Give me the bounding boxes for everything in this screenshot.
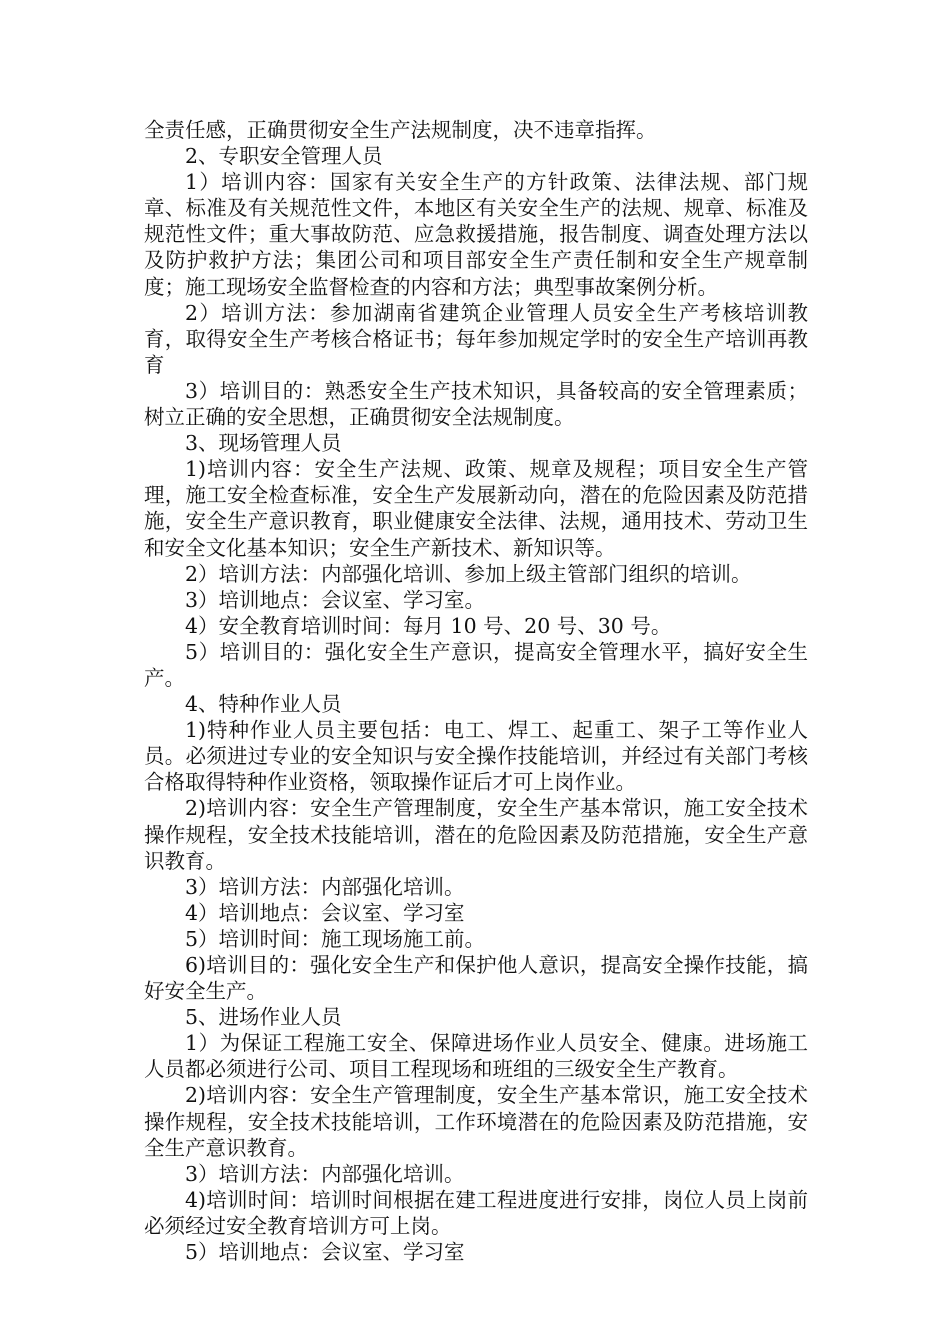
section-heading: 5、进场作业人员	[185, 1005, 342, 1030]
paragraph: 4）培训地点：会议室、学习室	[185, 900, 465, 925]
paragraph: 全责任感，正确贯彻安全生产法规制度，决不违章指挥。	[144, 118, 657, 142]
paragraph: 4)培训时间：培训时间根据在建工程进度进行安排，岗位人员上岗前必须经过安全教育培训方可上岗。	[144, 1187, 808, 1238]
paragraph: 3）培训方法：内部强化培训。	[185, 1161, 465, 1186]
paragraph: 2）培训方法：参加湖南省建筑企业管理人员安全生产考核培训教育，取得安全生产考核合格证书；每年参加规定学时的安全生产培训再教育	[144, 300, 808, 377]
section-heading: 4、特种作业人员	[185, 692, 342, 717]
paragraph: 5）培训目的：强化安全生产意识，提高安全管理水平，搞好安全生产。	[144, 639, 808, 690]
paragraph: 5）培训地点：会议室、学习室	[185, 1240, 465, 1265]
paragraph: 2)培训内容：安全生产管理制度，安全生产基本常识，施工安全技术操作规程，安全技术技能培训，工作环境潜在的危险因素及防范措施，安全生产意识教育。	[144, 1083, 808, 1160]
document-page	[144, 117, 808, 1265]
paragraph: 4）安全教育培训时间：每月 10 号、20 号、30 号。	[185, 613, 672, 638]
section-heading: 3、现场管理人员	[185, 431, 342, 456]
paragraph: 1）培训内容：国家有关安全生产的方针政策、法律法规、部门规章、标准及有关规范性文件，本地区有关安全生产的法规、规章、标准及规范性文件；重大事故防范、应急救援措施，报告制度、调查处理方法以及防护救护方法；集团公司和项目部安全生产责任制和安全生产规章制度；施工现场安全监督检查的内容和方法；典型事故案例分析。	[144, 170, 808, 299]
paragraph: 1)特种作业人员主要包括：电工、焊工、起重工、架子工等作业人员。必须进过专业的安全知识与安全操作技能培训，并经过有关部门考核合格取得特种作业资格，领取操作证后才可上岗作业。	[144, 718, 808, 795]
paragraph: 5）培训时间：施工现场施工前。	[185, 926, 486, 951]
paragraph: 3）培训地点：会议室、学习室。	[185, 587, 486, 612]
section-heading: 2、专职安全管理人员	[185, 144, 383, 169]
paragraph: 6)培训目的：强化安全生产和保护他人意识，提高安全操作技能，搞好安全生产。	[144, 953, 808, 1004]
paragraph: 1)培训内容：安全生产法规、政策、规章及规程；项目安全生产管理，施工安全检查标准，安全生产发展新动向，潜在的危险因素及防范措施，安全生产意识教育，职业健康安全法律、法规，通用技术、劳动卫生和安全文化基本知识；安全生产新技术、新知识等。	[144, 457, 808, 560]
paragraph: 2）培训方法：内部强化培训、参加上级主管部门组织的培训。	[185, 561, 752, 586]
paragraph: 3）培训目的：熟悉安全生产技术知识，具备较高的安全管理素质；树立正确的安全思想，正确贯彻安全法规制度。	[144, 378, 808, 430]
paragraph: 2)培训内容：安全生产管理制度，安全生产基本常识，施工安全技术操作规程，安全技术技能培训，潜在的危险因素及防范措施，安全生产意识教育。	[144, 796, 808, 873]
paragraph: 1）为保证工程施工安全、保障进场作业人员安全、健康。进场施工人员都必须进行公司、项目工程现场和班组的三级安全生产教育。	[144, 1031, 808, 1082]
paragraph: 3）培训方法：内部强化培训。	[185, 874, 465, 899]
